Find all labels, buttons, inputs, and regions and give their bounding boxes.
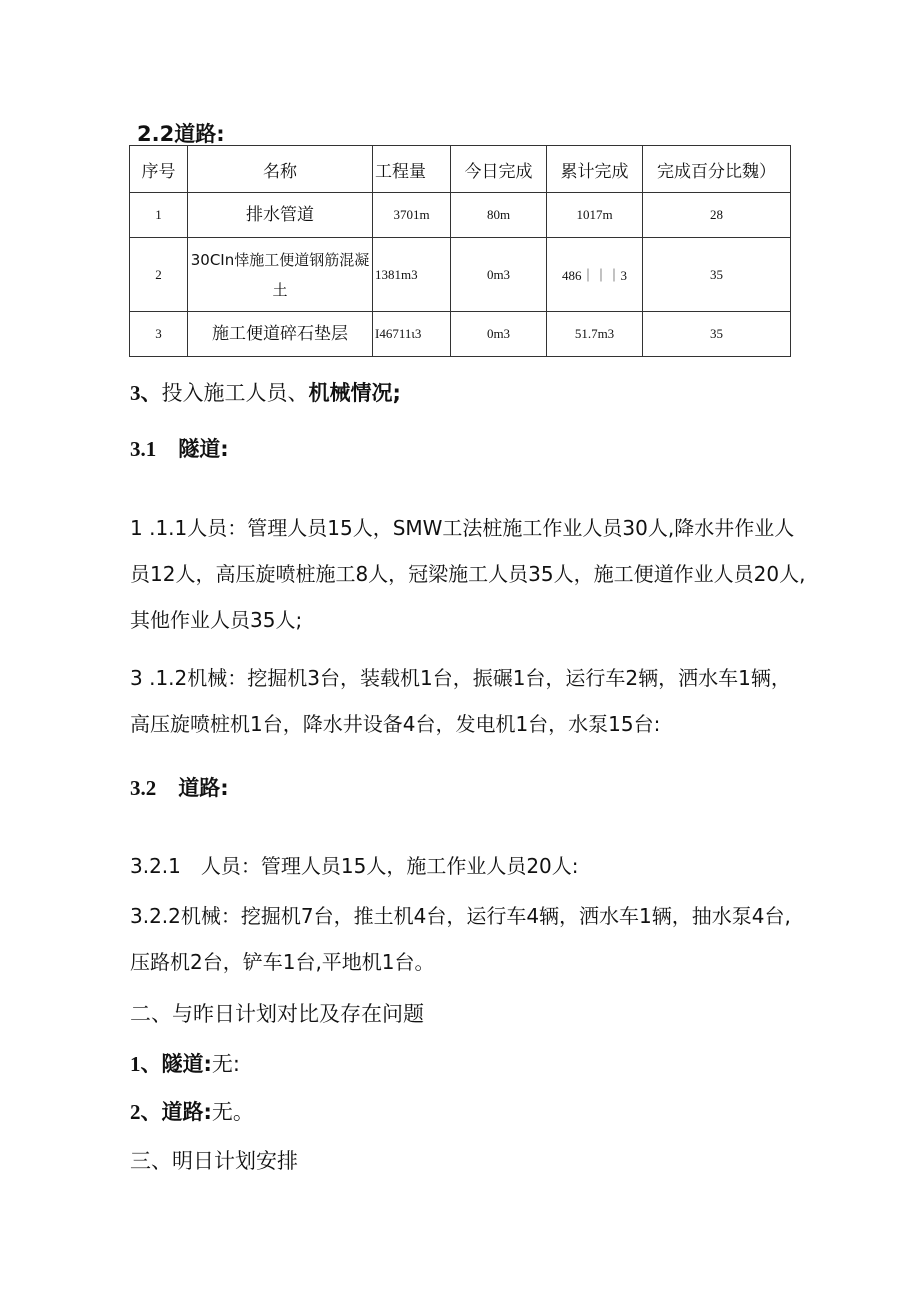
section-3-heading <box>130 377 401 407</box>
subsection-3-2-heading <box>130 772 229 802</box>
header-no: 序号 <box>130 146 188 193</box>
row-qty: I46711ι3 <box>373 312 451 357</box>
item-1-number: 1、 <box>130 1052 162 1076</box>
row-qty: 1381m3 <box>373 238 451 312</box>
table-header-row <box>130 146 791 193</box>
subsection-3-1-number: 3.1 <box>130 437 157 461</box>
table-row <box>130 193 791 238</box>
item-2-number: 2、 <box>130 1100 162 1124</box>
row-name: 施工便道碎石垫层 <box>188 312 373 357</box>
subsection-3-2-number: 3.2 <box>130 776 157 800</box>
header-pct: 完成百分比魏） <box>643 146 791 193</box>
row-qty: 3701m <box>373 193 451 238</box>
row-name: 排水管道 <box>188 193 373 238</box>
subsection-3-2-title: 道路: <box>178 776 229 800</box>
item-2-label: 道路: <box>161 1100 212 1124</box>
paragraph-3-2-1: 3.2.1 人员：管理人员15人，施工作业人员20人: <box>130 854 579 878</box>
row-today: 0m3 <box>451 238 547 312</box>
row-today: 80m <box>451 193 547 238</box>
subsection-3-1-heading <box>130 433 229 463</box>
item-2-road <box>130 1096 254 1126</box>
header-name: 名称 <box>188 146 373 193</box>
item-1-label: 隧道: <box>161 1052 212 1076</box>
row-pct: 35 <box>643 312 791 357</box>
road-progress-table <box>129 145 791 357</box>
table-row <box>130 312 791 357</box>
row-total: 486｜｜｜3 <box>547 238 643 312</box>
section-3-number: 3、 <box>130 381 162 405</box>
row-pct: 28 <box>643 193 791 238</box>
row-no: 2 <box>130 238 188 312</box>
item-1-value: 无: <box>211 1052 240 1076</box>
table-row <box>130 238 791 312</box>
row-no: 3 <box>130 312 188 357</box>
paragraph-3-1-1: 1 .1.1人员：管理人员15人，SMW工法桩施工作业人员30人,降水井作业人员12人，高压旋喷桩施工8人，冠梁施工人员35人，施工便道作业人员20人,其他作业人员35人; <box>130 516 806 632</box>
road-section-heading: 2.2道路: <box>137 122 225 146</box>
row-pct: 35 <box>643 238 791 312</box>
row-name: 30CIn悻施工便道钢筋混凝土 <box>188 238 373 312</box>
row-total: 1017m <box>547 193 643 238</box>
header-today: 今日完成 <box>451 146 547 193</box>
row-total: 51.7m3 <box>547 312 643 357</box>
paragraph-3-2-2: 3.2.2机械：挖掘机7台，推土机4台，运行车4辆，洒水车1辆，抽水泵4台,压路机2台，铲车1台,平地机1台。 <box>130 904 791 974</box>
part-2-heading: 二、与昨日计划对比及存在问题 <box>130 1002 424 1026</box>
section-3-title-a: 投入施工人员、 <box>161 381 309 405</box>
row-no: 1 <box>130 193 188 238</box>
part-3-heading: 三、明日计划安排 <box>130 1149 298 1173</box>
item-2-value: 无。 <box>211 1100 254 1124</box>
header-total: 累计完成 <box>547 146 643 193</box>
header-qty: 工程量 <box>373 146 451 193</box>
section-3-title-b: 机械情况; <box>308 381 401 405</box>
subsection-3-1-title: 隧道: <box>178 437 229 461</box>
paragraph-3-1-2: 3 .1.2机械：挖掘机3台，装载机1台，振碾1台，运行车2辆，洒水车1辆，高压旋喷桩机1台，降水井设备4台，发电机1台，水泵15台: <box>130 666 791 736</box>
row-today: 0m3 <box>451 312 547 357</box>
item-1-tunnel <box>130 1048 240 1078</box>
